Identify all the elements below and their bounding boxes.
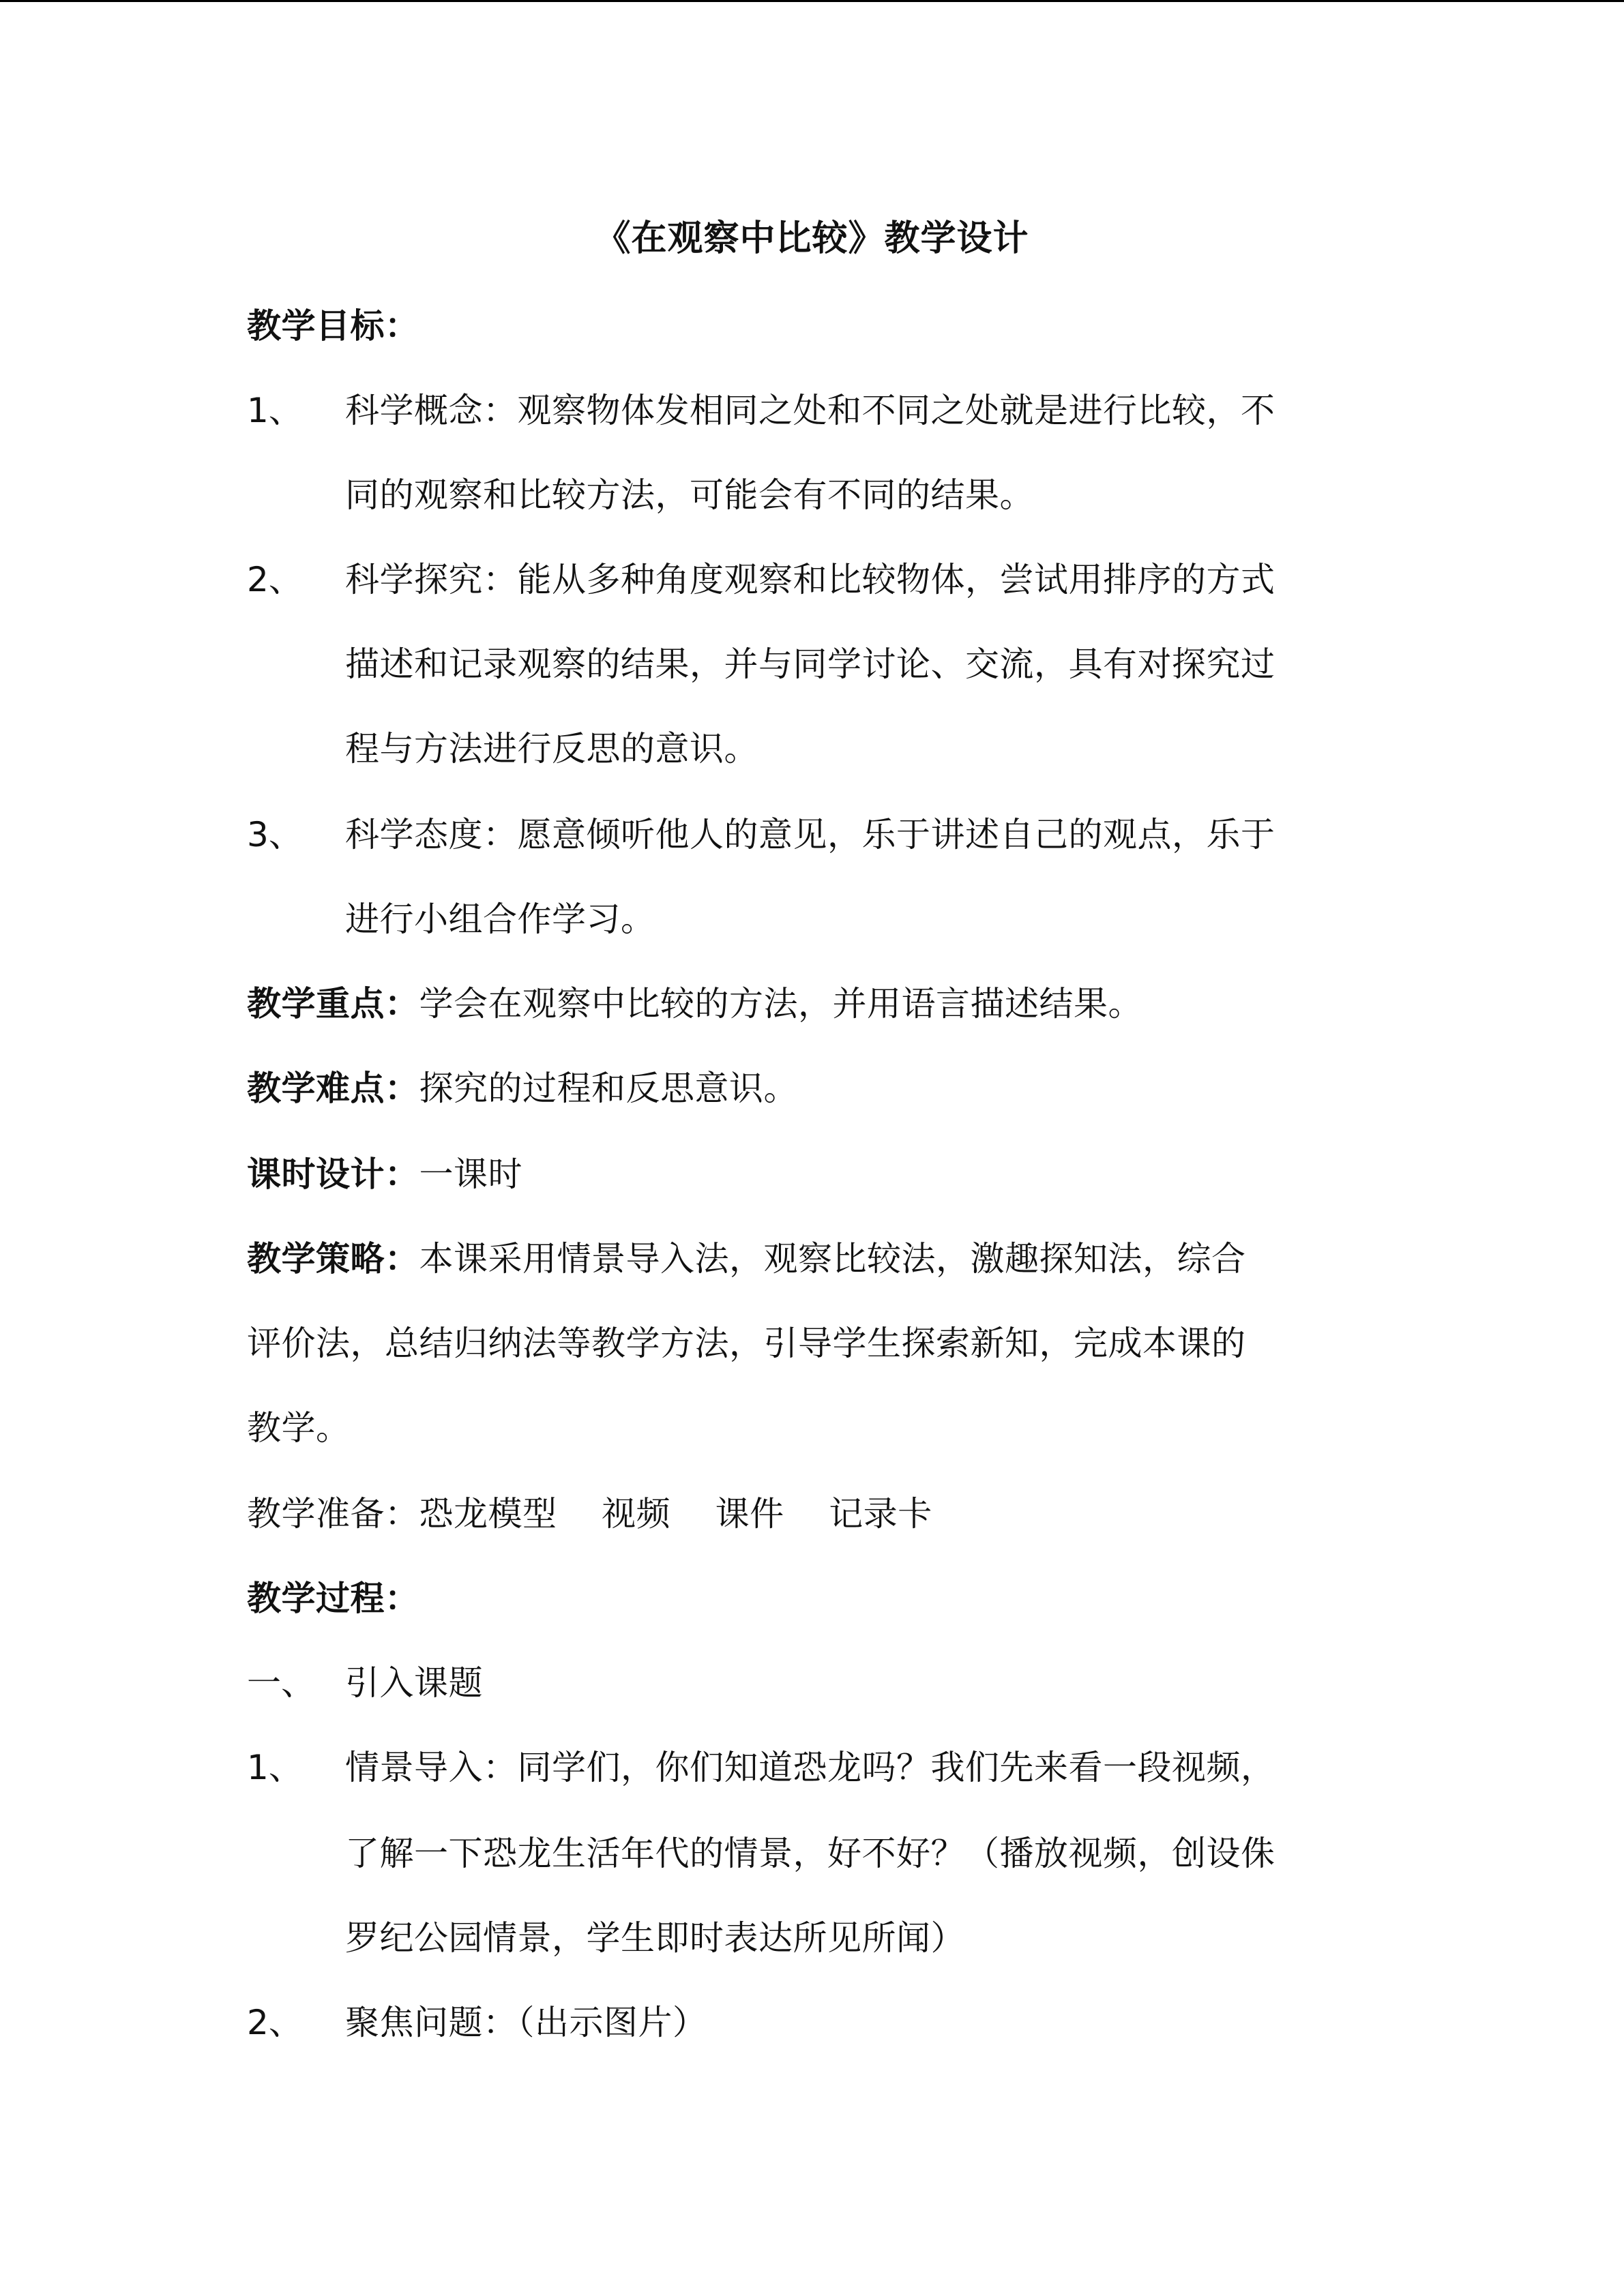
difficulty-label: 教学难点： bbox=[247, 1069, 419, 1108]
step-1-line-3: 罗纪公园情景，学生即时表达所见所闻） bbox=[345, 1918, 965, 1958]
process-heading: 教学过程： bbox=[247, 1579, 419, 1618]
step-2-line-1: 聚焦问题：（出示图片） bbox=[345, 2003, 707, 2042]
duration-label: 课时设计： bbox=[247, 1154, 419, 1194]
objective-2-line-3: 程与方法进行反思的意识。 bbox=[345, 729, 758, 769]
objective-1-line-2: 同的观察和比较方法，可能会有不同的结果。 bbox=[345, 475, 1034, 515]
strategy-line-3: 教学。 bbox=[247, 1408, 351, 1448]
objective-1-line-1: 科学概念：观察物体发相同之处和不同之处就是进行比较，不 bbox=[345, 391, 1275, 430]
strategy-line-1: 本课采用情景导入法，观察比较法，激趣探知法，综合 bbox=[419, 1239, 1246, 1279]
objectives-heading: 教学目标： bbox=[247, 306, 419, 346]
key-point-text: 学会在观察中比较的方法，并用语言描述结果。 bbox=[419, 984, 1142, 1024]
step-1-line-2: 了解一下恐龙生活年代的情景，好不好？（播放视频，创设侏 bbox=[345, 1834, 1275, 1873]
key-point-label: 教学重点： bbox=[247, 984, 419, 1024]
step-1-line-1: 情景导入：同学们，你们知道恐龙吗？我们先来看一段视频， bbox=[345, 1748, 1275, 1787]
section-number: 一、 bbox=[247, 1663, 315, 1703]
objective-3-line-2: 进行小组合作学习。 bbox=[345, 899, 655, 939]
objective-2-line-2: 描述和记录观察的结果，并与同学讨论、交流，具有对探究过 bbox=[345, 644, 1275, 684]
objective-number: 1、 bbox=[247, 391, 303, 430]
section-1-title: 引入课题 bbox=[345, 1663, 483, 1703]
top-border-line bbox=[0, 0, 1624, 2]
strategy-row bbox=[247, 1237, 1246, 1281]
objective-2-line-1: 科学探究：能从多种角度观察和比较物体，尝试用排序的方式 bbox=[345, 560, 1275, 599]
strategy-label: 教学策略： bbox=[247, 1239, 419, 1279]
key-point-row bbox=[247, 982, 1142, 1026]
preparation-row bbox=[247, 1492, 932, 1536]
difficulty-row bbox=[247, 1067, 798, 1110]
step-number: 2、 bbox=[247, 2003, 303, 2042]
preparation-label: 教学准备： bbox=[247, 1494, 419, 1534]
step-number: 1、 bbox=[247, 1748, 303, 1787]
duration-row bbox=[247, 1152, 522, 1196]
preparation-text: 恐龙模型 视频 课件 记录卡 bbox=[419, 1494, 932, 1534]
objective-number: 3、 bbox=[247, 815, 303, 854]
duration-text: 一课时 bbox=[419, 1154, 522, 1194]
strategy-line-2: 评价法，总结归纳法等教学方法，引导学生探索新知，完成本课的 bbox=[247, 1324, 1246, 1363]
objective-number: 2、 bbox=[247, 560, 303, 599]
document-title: 《在观察中比较》教学设计 bbox=[595, 218, 1029, 259]
objective-3-line-1: 科学态度：愿意倾听他人的意见，乐于讲述自己的观点，乐于 bbox=[345, 815, 1275, 854]
difficulty-text: 探究的过程和反思意识。 bbox=[419, 1069, 798, 1108]
